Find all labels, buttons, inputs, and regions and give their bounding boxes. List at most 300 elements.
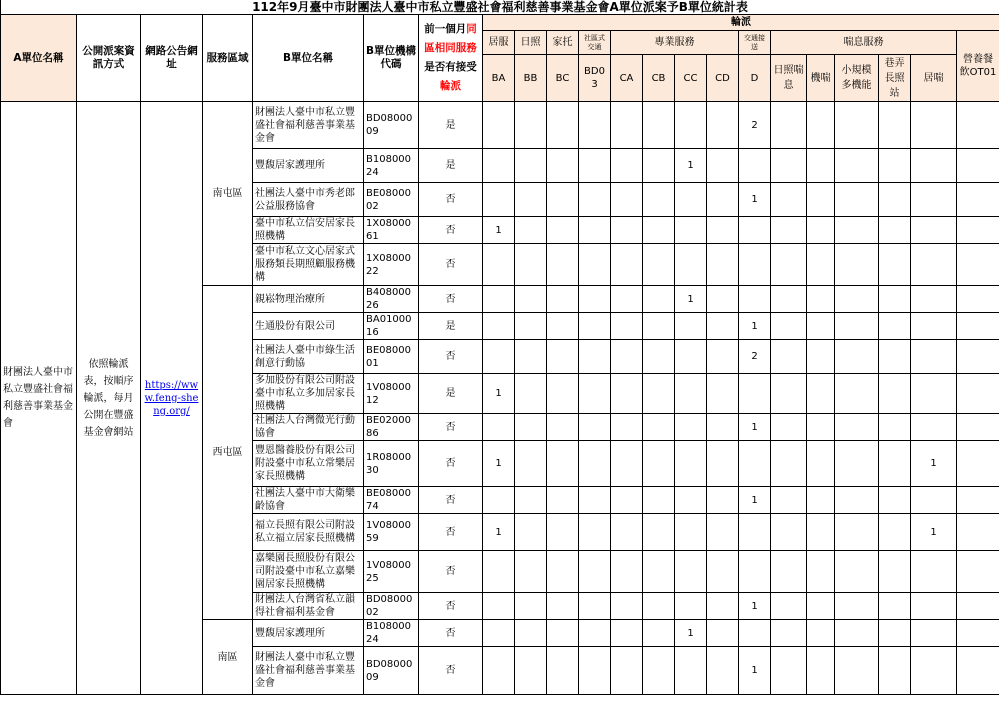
cell-ba xyxy=(483,340,515,374)
cell-r2 xyxy=(835,286,879,313)
cell-cd xyxy=(707,487,739,514)
cell-home_respite xyxy=(911,593,957,620)
title-row xyxy=(1,0,999,15)
cell-r3 xyxy=(879,244,911,286)
cell-bd03 xyxy=(579,244,611,286)
cell-r2 xyxy=(835,217,879,244)
cell-cb xyxy=(643,102,675,149)
cell-ot01 xyxy=(957,340,999,374)
cell-ca xyxy=(611,374,643,414)
cell-r3 xyxy=(879,647,911,695)
a-unit-name: 財團法人臺中市私立豐盛社會福利慈善事業基金會 xyxy=(1,102,77,695)
cell-ba xyxy=(483,593,515,620)
cell-ba xyxy=(483,414,515,441)
cell-cb xyxy=(643,593,675,620)
cell-cb xyxy=(643,620,675,647)
cell-r3 xyxy=(879,286,911,313)
cell-r1 xyxy=(807,149,835,183)
cell-cb xyxy=(643,217,675,244)
cell-bc xyxy=(547,514,579,551)
cell-home_respite xyxy=(911,217,957,244)
group-family: 家托 xyxy=(547,31,579,55)
code-cc: CC xyxy=(675,55,707,102)
cell-d xyxy=(739,149,771,183)
cell-d xyxy=(739,514,771,551)
cell-r1 xyxy=(807,593,835,620)
cell-bb xyxy=(515,244,547,286)
cell-r3 xyxy=(879,374,911,414)
header-accept-red1: 同區相同服務 xyxy=(424,23,477,54)
cell-ot01 xyxy=(957,620,999,647)
cell-d: 1 xyxy=(739,414,771,441)
cell-r2 xyxy=(835,487,879,514)
cell-home_respite xyxy=(911,374,957,414)
cell-r3 xyxy=(879,149,911,183)
b-unit-code: B40800026 xyxy=(364,286,419,313)
cell-r3 xyxy=(879,487,911,514)
cell-r1 xyxy=(807,441,835,487)
cell-r2 xyxy=(835,414,879,441)
cell-cc xyxy=(675,551,707,593)
district-cell: 南屯區 xyxy=(203,102,253,286)
cell-r1 xyxy=(807,102,835,149)
cell-cc: 1 xyxy=(675,149,707,183)
cell-bd03 xyxy=(579,313,611,340)
cell-r0 xyxy=(771,620,807,647)
header-method: 公開派案資訊方式 xyxy=(77,15,141,102)
cell-home_respite xyxy=(911,313,957,340)
cell-cd xyxy=(707,102,739,149)
accept-value: 是 xyxy=(419,149,483,183)
cell-r3 xyxy=(879,183,911,217)
cell-cd xyxy=(707,441,739,487)
cell-d xyxy=(739,620,771,647)
accept-value: 否 xyxy=(419,183,483,217)
cell-cb xyxy=(643,313,675,340)
cell-bd03 xyxy=(579,217,611,244)
accept-value: 否 xyxy=(419,620,483,647)
b-unit-name: 臺中市私立信安居家長照機構 xyxy=(253,217,364,244)
cell-cc xyxy=(675,102,707,149)
cell-r3 xyxy=(879,102,911,149)
cell-cd xyxy=(707,149,739,183)
cell-bc xyxy=(547,313,579,340)
cell-ca xyxy=(611,183,643,217)
cell-home_respite xyxy=(911,149,957,183)
cell-cc xyxy=(675,340,707,374)
b-unit-name: 嘉樂園長照股份有限公司附設臺中市私立嘉樂園居家長照機構 xyxy=(253,551,364,593)
cell-r2 xyxy=(835,593,879,620)
cell-bb xyxy=(515,374,547,414)
cell-ca xyxy=(611,340,643,374)
accept-value: 否 xyxy=(419,340,483,374)
cell-r2 xyxy=(835,441,879,487)
cell-bd03 xyxy=(579,514,611,551)
cell-r0 xyxy=(771,374,807,414)
district-cell: 西屯區 xyxy=(203,286,253,620)
cell-home_respite xyxy=(911,286,957,313)
b-unit-code: BD0800009 xyxy=(364,102,419,149)
cell-r0 xyxy=(771,593,807,620)
code-ba: BA xyxy=(483,55,515,102)
cell-r1 xyxy=(807,620,835,647)
b-unit-code: B10800024 xyxy=(364,620,419,647)
cell-cd xyxy=(707,244,739,286)
cell-ot01 xyxy=(957,102,999,149)
b-unit-code: BD0800002 xyxy=(364,593,419,620)
cell-ba: 1 xyxy=(483,514,515,551)
b-unit-name: 社團法人臺中市秀老郎公益服務協會 xyxy=(253,183,364,217)
cell-bb xyxy=(515,286,547,313)
cell-cc xyxy=(675,647,707,695)
cell-r1 xyxy=(807,340,835,374)
code-cb: CB xyxy=(643,55,675,102)
b-unit-code: BD0800009 xyxy=(364,647,419,695)
cell-d: 2 xyxy=(739,102,771,149)
cell-cd xyxy=(707,340,739,374)
b-unit-name: 臺中市私立文心居家式服務類長期照顧服務機構 xyxy=(253,244,364,286)
cell-ba xyxy=(483,647,515,695)
cell-ba xyxy=(483,620,515,647)
cell-cc xyxy=(675,313,707,340)
cell-cd xyxy=(707,286,739,313)
cell-cb xyxy=(643,244,675,286)
cell-home_respite xyxy=(911,551,957,593)
header-rotation: 輪派 xyxy=(483,15,999,31)
b-unit-name: 財團法人台灣省私立韻得社會福利基金會 xyxy=(253,593,364,620)
cell-cb xyxy=(643,487,675,514)
district-cell: 南區 xyxy=(203,620,253,695)
cell-cc: 1 xyxy=(675,286,707,313)
cell-ca xyxy=(611,102,643,149)
b-unit-name: 福立長照有限公司附設私立福立居家長照機構 xyxy=(253,514,364,551)
cell-bd03 xyxy=(579,149,611,183)
cell-r1 xyxy=(807,183,835,217)
cell-cd xyxy=(707,647,739,695)
b-unit-name: 親崧物理治療所 xyxy=(253,286,364,313)
b-unit-code: 1V0800012 xyxy=(364,374,419,414)
cell-bc xyxy=(547,551,579,593)
cell-ca xyxy=(611,286,643,313)
code-bb: BB xyxy=(515,55,547,102)
b-unit-name: 生通股份有限公司 xyxy=(253,313,364,340)
cell-cb xyxy=(643,340,675,374)
cell-r2 xyxy=(835,149,879,183)
accept-value: 否 xyxy=(419,487,483,514)
cell-ba xyxy=(483,183,515,217)
cell-bc xyxy=(547,441,579,487)
cell-r0 xyxy=(771,487,807,514)
cell-bd03 xyxy=(579,102,611,149)
b-unit-code: 1V0800059 xyxy=(364,514,419,551)
cell-bc xyxy=(547,340,579,374)
cell-bb xyxy=(515,102,547,149)
cell-cd xyxy=(707,374,739,414)
accept-value: 是 xyxy=(419,313,483,340)
cell-ca xyxy=(611,593,643,620)
accept-value: 否 xyxy=(419,217,483,244)
accept-value: 否 xyxy=(419,647,483,695)
cell-cc xyxy=(675,414,707,441)
cell-d: 2 xyxy=(739,340,771,374)
cell-cc xyxy=(675,487,707,514)
table-row xyxy=(1,102,999,149)
cell-d xyxy=(739,551,771,593)
cell-r0 xyxy=(771,102,807,149)
cell-bd03 xyxy=(579,647,611,695)
cell-r0 xyxy=(771,340,807,374)
cell-bb xyxy=(515,183,547,217)
cell-bd03 xyxy=(579,593,611,620)
header-accept-mid: 是否有接受 xyxy=(424,61,477,73)
cell-cb xyxy=(643,551,675,593)
cell-ot01 xyxy=(957,487,999,514)
b-unit-name: 豐馥居家護理所 xyxy=(253,149,364,183)
cell-cb xyxy=(643,286,675,313)
cell-ot01 xyxy=(957,593,999,620)
header-a-unit: A單位名稱 xyxy=(1,15,77,102)
cell-bb xyxy=(515,441,547,487)
cell-cb xyxy=(643,647,675,695)
cell-cd xyxy=(707,620,739,647)
b-unit-code: B10800024 xyxy=(364,149,419,183)
cell-cc xyxy=(675,441,707,487)
cell-ot01 xyxy=(957,217,999,244)
cell-bb xyxy=(515,217,547,244)
accept-value: 否 xyxy=(419,244,483,286)
cell-r0 xyxy=(771,286,807,313)
a-unit-website-cell xyxy=(141,102,203,695)
cell-r2 xyxy=(835,244,879,286)
cell-r3 xyxy=(879,514,911,551)
cell-ca xyxy=(611,487,643,514)
cell-cc xyxy=(675,244,707,286)
cell-ca xyxy=(611,551,643,593)
cell-r1 xyxy=(807,414,835,441)
cell-ca xyxy=(611,514,643,551)
cell-r2 xyxy=(835,313,879,340)
cell-bc xyxy=(547,286,579,313)
cell-d: 1 xyxy=(739,313,771,340)
cell-r2 xyxy=(835,183,879,217)
cell-cb xyxy=(643,514,675,551)
cell-bd03 xyxy=(579,620,611,647)
cell-bb xyxy=(515,149,547,183)
website-link[interactable]: https://www.feng-sheng.org/ xyxy=(144,379,199,417)
cell-cd xyxy=(707,313,739,340)
cell-bb xyxy=(515,514,547,551)
cell-bd03 xyxy=(579,551,611,593)
cell-home_respite xyxy=(911,414,957,441)
cell-bd03 xyxy=(579,286,611,313)
header-b-unit: B單位名稱 xyxy=(253,15,364,102)
cell-d xyxy=(739,286,771,313)
cell-cd xyxy=(707,183,739,217)
respite-col-3: 巷弄長照站 xyxy=(879,55,911,102)
cell-r0 xyxy=(771,441,807,487)
cell-ot01 xyxy=(957,374,999,414)
cell-home_respite xyxy=(911,102,957,149)
cell-r2 xyxy=(835,374,879,414)
cell-ba: 1 xyxy=(483,441,515,487)
cell-d: 1 xyxy=(739,183,771,217)
cell-r2 xyxy=(835,514,879,551)
b-unit-name: 社團法人台灣微光行動協會 xyxy=(253,414,364,441)
b-unit-code: 1R0800030 xyxy=(364,441,419,487)
cell-d: 1 xyxy=(739,487,771,514)
cell-cd xyxy=(707,217,739,244)
b-unit-name: 財團法人臺中市私立豐盛社會福利慈善事業基金會 xyxy=(253,102,364,149)
cell-ba xyxy=(483,102,515,149)
b-unit-code: BE0800002 xyxy=(364,183,419,217)
respite-col-0: 日照喘息 xyxy=(771,55,807,102)
table-title: 112年9月臺中市財團法人臺中市私立豐盛社會福利慈善事業基金會A單位派案予B單位統計表 xyxy=(1,0,999,15)
cell-bb xyxy=(515,487,547,514)
cell-d xyxy=(739,441,771,487)
accept-value: 否 xyxy=(419,441,483,487)
code-bc: BC xyxy=(547,55,579,102)
cell-d xyxy=(739,374,771,414)
cell-r2 xyxy=(835,620,879,647)
cell-bb xyxy=(515,551,547,593)
cell-home_respite xyxy=(911,244,957,286)
cell-ot01 xyxy=(957,313,999,340)
b-unit-code: 1X0800061 xyxy=(364,217,419,244)
code-bd03: BD03 xyxy=(579,55,611,102)
cell-ca xyxy=(611,620,643,647)
header-b-code: B單位機構代碼 xyxy=(364,15,419,102)
respite-col-1: 機喘 xyxy=(807,55,835,102)
header-accept xyxy=(419,15,483,102)
cell-r1 xyxy=(807,647,835,695)
cell-bd03 xyxy=(579,487,611,514)
cell-r3 xyxy=(879,313,911,340)
cell-d: 1 xyxy=(739,593,771,620)
b-unit-code: BE0800074 xyxy=(364,487,419,514)
cell-ot01 xyxy=(957,551,999,593)
cell-bc xyxy=(547,149,579,183)
cell-ba xyxy=(483,244,515,286)
cell-r2 xyxy=(835,102,879,149)
cell-bc xyxy=(547,183,579,217)
cell-bc xyxy=(547,620,579,647)
cell-r0 xyxy=(771,313,807,340)
cell-ot01 xyxy=(957,441,999,487)
b-unit-name: 社團法人臺中市大衛樂齡協會 xyxy=(253,487,364,514)
code-d: D xyxy=(739,55,771,102)
cell-cc xyxy=(675,374,707,414)
b-unit-code: 1X0800022 xyxy=(364,244,419,286)
accept-value: 否 xyxy=(419,414,483,441)
cell-bd03 xyxy=(579,414,611,441)
cell-ba xyxy=(483,551,515,593)
cell-bb xyxy=(515,593,547,620)
group-traffic: 交通接送 xyxy=(739,31,771,55)
cell-cd xyxy=(707,551,739,593)
cell-r2 xyxy=(835,551,879,593)
cell-ot01 xyxy=(957,414,999,441)
cell-r0 xyxy=(771,551,807,593)
cell-bc xyxy=(547,374,579,414)
b-unit-code: BE0200086 xyxy=(364,414,419,441)
cell-cb xyxy=(643,149,675,183)
cell-r3 xyxy=(879,620,911,647)
b-unit-name: 社團法人臺中市綠生活創意行動協 xyxy=(253,340,364,374)
group-transport-small: 社區式交通 xyxy=(579,31,611,55)
cell-r0 xyxy=(771,183,807,217)
cell-ca xyxy=(611,647,643,695)
cell-bd03 xyxy=(579,441,611,487)
cell-bc xyxy=(547,593,579,620)
cell-r2 xyxy=(835,340,879,374)
cell-cc xyxy=(675,217,707,244)
a-unit-method: 依照輪派表，按順序輪派，每月公開在豐盛基金會網站 xyxy=(77,102,141,695)
b-unit-code: BE0800001 xyxy=(364,340,419,374)
cell-ba xyxy=(483,286,515,313)
cell-r1 xyxy=(807,313,835,340)
cell-home_respite xyxy=(911,647,957,695)
accept-value: 是 xyxy=(419,102,483,149)
cell-ot01 xyxy=(957,647,999,695)
cell-bc xyxy=(547,487,579,514)
header-meal: 營養餐飲OT01 xyxy=(957,31,999,102)
cell-home_respite xyxy=(911,183,957,217)
cell-bb xyxy=(515,313,547,340)
cell-home_respite xyxy=(911,487,957,514)
cell-ca xyxy=(611,414,643,441)
cell-ot01 xyxy=(957,244,999,286)
code-ca: CA xyxy=(611,55,643,102)
cell-ba xyxy=(483,487,515,514)
cell-r0 xyxy=(771,149,807,183)
cell-bc xyxy=(547,217,579,244)
respite-col-2: 小規模多機能 xyxy=(835,55,879,102)
cell-ot01 xyxy=(957,183,999,217)
cell-cb xyxy=(643,441,675,487)
cell-r1 xyxy=(807,244,835,286)
group-respite: 喘息服務 xyxy=(771,31,957,55)
cell-cd xyxy=(707,593,739,620)
header-row-1 xyxy=(1,15,999,31)
cell-bc xyxy=(547,647,579,695)
cell-r3 xyxy=(879,414,911,441)
cell-r1 xyxy=(807,487,835,514)
cell-cc: 1 xyxy=(675,620,707,647)
group-home: 居服 xyxy=(483,31,515,55)
cell-bd03 xyxy=(579,374,611,414)
cell-ba: 1 xyxy=(483,374,515,414)
cell-r1 xyxy=(807,514,835,551)
accept-value: 否 xyxy=(419,593,483,620)
cell-cc xyxy=(675,183,707,217)
cell-ot01 xyxy=(957,514,999,551)
header-district: 服務區域 xyxy=(203,15,253,102)
cell-home_respite xyxy=(911,340,957,374)
respite-col-4: 居喘 xyxy=(911,55,957,102)
group-pro: 專業服務 xyxy=(611,31,739,55)
cell-r0 xyxy=(771,414,807,441)
cell-r2 xyxy=(835,647,879,695)
cell-ba xyxy=(483,149,515,183)
cell-r1 xyxy=(807,286,835,313)
cell-bd03 xyxy=(579,340,611,374)
accept-value: 否 xyxy=(419,514,483,551)
cell-home_respite xyxy=(911,620,957,647)
cell-r0 xyxy=(771,217,807,244)
cell-r0 xyxy=(771,514,807,551)
cell-cc xyxy=(675,593,707,620)
cell-r3 xyxy=(879,551,911,593)
